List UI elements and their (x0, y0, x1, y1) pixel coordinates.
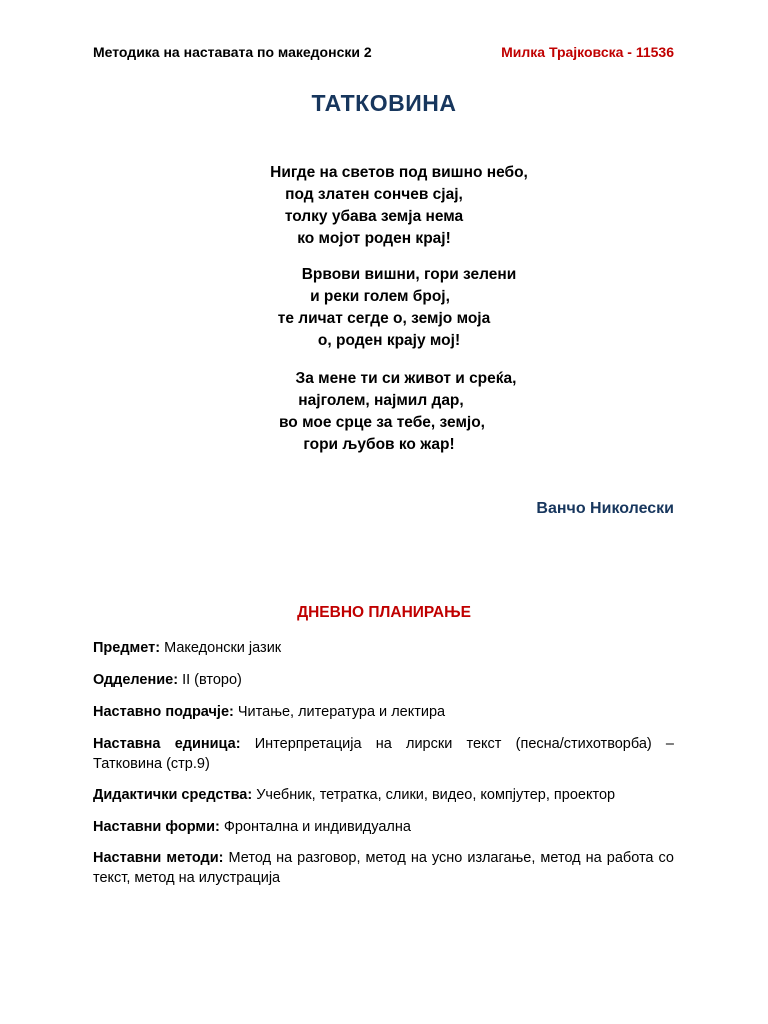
poem-line: гори љубов ко жар! (303, 436, 455, 453)
field-value: Учебник, тетратка, слики, видео, компјутер, проектор (256, 787, 616, 803)
poem-stanza-2 (0, 264, 768, 352)
field-value: Читање, литература и лектира (237, 704, 446, 720)
field-label: Наставна единица: (93, 736, 241, 752)
field-teaching-area (93, 702, 674, 722)
field-didactic-tools (93, 785, 674, 805)
poem-stanza-1 (0, 162, 768, 250)
page-header (93, 44, 674, 60)
field-label: Одделение: (93, 672, 179, 688)
poem-line: ко мојот роден крај! (297, 230, 451, 247)
poem-line: Нигде на светов под вишно небо, (270, 164, 528, 181)
plan-title: ДНЕВНО ПЛАНИРАЊЕ (297, 604, 471, 621)
field-teaching-methods (93, 848, 674, 888)
field-grade (93, 670, 674, 690)
course-title: Методика на наставата по македонски 2 (93, 44, 372, 60)
field-value: Фронтална и индивидуална (223, 819, 411, 835)
field-label: Дидактички средства: (93, 787, 253, 803)
poem-line: под златен сончев сјај, (285, 186, 463, 203)
student-name: Милка Трајковска - 11536 (501, 44, 674, 60)
field-subject (93, 638, 674, 658)
field-label: Наставни форми: (93, 819, 220, 835)
poem-line: о, роден крају мој! (317, 332, 461, 349)
field-value: Метод на разговор, метод на усно излагање, метод на работа со текст, метод на илустрација (93, 850, 674, 886)
field-label: Предмет: (93, 640, 161, 656)
poem-line: За мене ти си живот и среќа, (295, 370, 517, 387)
poem-stanza-3 (0, 368, 768, 456)
field-teaching-unit (93, 734, 674, 774)
poem-title: ТАТКОВИНА (311, 90, 457, 116)
field-value: Интерпретација на лирски текст (песна/стихотворба) – Татковина (стр.9) (93, 736, 674, 772)
field-value: II (второ) (182, 672, 242, 688)
poem-line: те личат сегде о, земјо моја (277, 310, 491, 327)
field-label: Наставни методи: (93, 850, 224, 866)
poem-line: најголем, најмил дар, (298, 392, 464, 409)
field-teaching-forms (93, 817, 674, 837)
poem-line: Врвови вишни, гори зелени (301, 266, 517, 283)
field-label: Наставно подрачје: (93, 704, 234, 720)
poem-author: Ванчо Николески (536, 500, 674, 517)
poem-line: толку убава земја нема (284, 208, 464, 225)
poem-line: во мое срце за тебе, земјо, (278, 414, 485, 431)
field-value: Македонски јазик (164, 640, 282, 656)
poem-line: и реки голем број, (310, 288, 450, 305)
